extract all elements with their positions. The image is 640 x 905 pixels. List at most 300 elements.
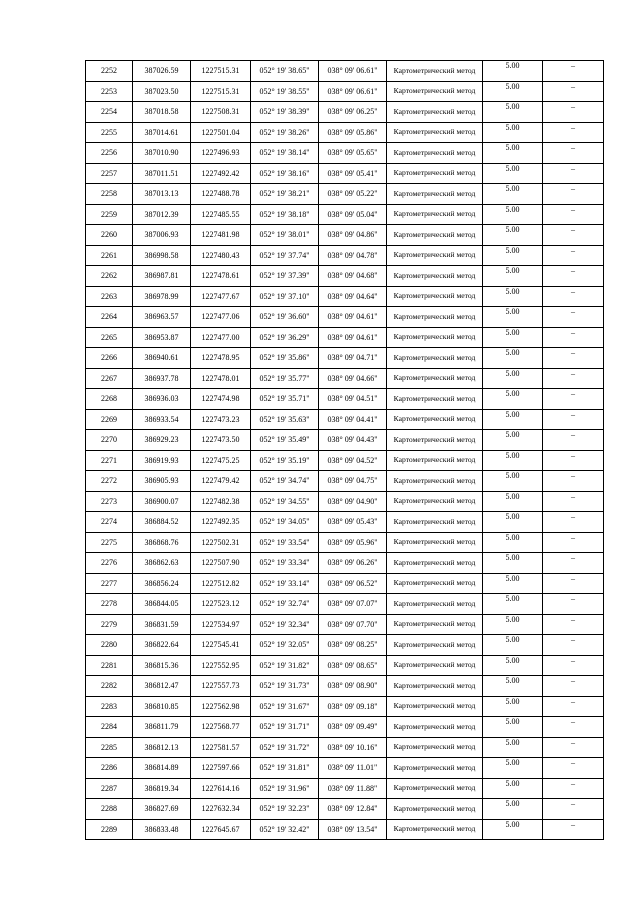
accuracy-cell: 5.00 <box>483 450 543 471</box>
y-coordinate-cell: 1227597.66 <box>191 758 251 779</box>
note-cell: – <box>543 799 604 820</box>
point-number-cell: 2283 <box>86 696 133 717</box>
x-coordinate-cell: 387012.39 <box>133 204 191 225</box>
note-cell: – <box>543 409 604 430</box>
table-row <box>86 532 604 553</box>
point-number-cell: 2268 <box>86 389 133 410</box>
table-row <box>86 286 604 307</box>
x-coordinate-cell: 386936.03 <box>133 389 191 410</box>
point-number-cell: 2277 <box>86 573 133 594</box>
method-cell: Картометрический метод <box>387 348 483 369</box>
y-coordinate-cell: 1227478.61 <box>191 266 251 287</box>
latitude-cell: 052° 19' 32.74" <box>251 594 319 615</box>
y-coordinate-cell: 1227480.43 <box>191 245 251 266</box>
x-coordinate-cell: 386929.23 <box>133 430 191 451</box>
accuracy-cell: 5.00 <box>483 122 543 143</box>
accuracy-cell: 5.00 <box>483 81 543 102</box>
note-cell: – <box>543 307 604 328</box>
accuracy-cell: 5.00 <box>483 409 543 430</box>
y-coordinate-cell: 1227534.97 <box>191 614 251 635</box>
x-coordinate-cell: 386856.24 <box>133 573 191 594</box>
note-cell: – <box>543 143 604 164</box>
latitude-cell: 052° 19' 38.18" <box>251 204 319 225</box>
y-coordinate-cell: 1227492.35 <box>191 512 251 533</box>
point-number-cell: 2271 <box>86 450 133 471</box>
method-cell: Картометрический метод <box>387 143 483 164</box>
table-row <box>86 676 604 697</box>
y-coordinate-cell: 1227515.31 <box>191 81 251 102</box>
y-coordinate-cell: 1227557.73 <box>191 676 251 697</box>
point-number-cell: 2281 <box>86 655 133 676</box>
accuracy-cell: 5.00 <box>483 471 543 492</box>
longitude-cell: 038° 09' 08.25" <box>319 635 387 656</box>
x-coordinate-cell: 386963.57 <box>133 307 191 328</box>
latitude-cell: 052° 19' 34.05" <box>251 512 319 533</box>
table-row <box>86 266 604 287</box>
latitude-cell: 052° 19' 35.49" <box>251 430 319 451</box>
coordinates-table <box>85 60 604 840</box>
x-coordinate-cell: 386900.07 <box>133 491 191 512</box>
latitude-cell: 052° 19' 33.54" <box>251 532 319 553</box>
table-row <box>86 778 604 799</box>
accuracy-cell: 5.00 <box>483 512 543 533</box>
longitude-cell: 038° 09' 12.84" <box>319 799 387 820</box>
longitude-cell: 038° 09' 10.16" <box>319 737 387 758</box>
note-cell: – <box>543 717 604 738</box>
latitude-cell: 052° 19' 32.34" <box>251 614 319 635</box>
table-row <box>86 81 604 102</box>
x-coordinate-cell: 386815.36 <box>133 655 191 676</box>
y-coordinate-cell: 1227545.41 <box>191 635 251 656</box>
accuracy-cell: 5.00 <box>483 430 543 451</box>
accuracy-cell: 5.00 <box>483 696 543 717</box>
y-coordinate-cell: 1227478.95 <box>191 348 251 369</box>
latitude-cell: 052° 19' 38.55" <box>251 81 319 102</box>
latitude-cell: 052° 19' 37.39" <box>251 266 319 287</box>
point-number-cell: 2254 <box>86 102 133 123</box>
latitude-cell: 052° 19' 38.39" <box>251 102 319 123</box>
table-row <box>86 122 604 143</box>
x-coordinate-cell: 386933.54 <box>133 409 191 430</box>
accuracy-cell: 5.00 <box>483 266 543 287</box>
note-cell: – <box>543 594 604 615</box>
accuracy-cell: 5.00 <box>483 553 543 574</box>
accuracy-cell: 5.00 <box>483 491 543 512</box>
table-row <box>86 819 604 840</box>
x-coordinate-cell: 386819.34 <box>133 778 191 799</box>
point-number-cell: 2280 <box>86 635 133 656</box>
latitude-cell: 052° 19' 35.63" <box>251 409 319 430</box>
table-row <box>86 327 604 348</box>
x-coordinate-cell: 386919.93 <box>133 450 191 471</box>
y-coordinate-cell: 1227502.31 <box>191 532 251 553</box>
note-cell: – <box>543 512 604 533</box>
point-number-cell: 2276 <box>86 553 133 574</box>
note-cell: – <box>543 635 604 656</box>
x-coordinate-cell: 386868.76 <box>133 532 191 553</box>
longitude-cell: 038° 09' 05.86" <box>319 122 387 143</box>
longitude-cell: 038° 09' 05.41" <box>319 163 387 184</box>
accuracy-cell: 5.00 <box>483 307 543 328</box>
table-row <box>86 389 604 410</box>
method-cell: Картометрический метод <box>387 758 483 779</box>
note-cell: – <box>543 327 604 348</box>
x-coordinate-cell: 386822.64 <box>133 635 191 656</box>
y-coordinate-cell: 1227581.57 <box>191 737 251 758</box>
y-coordinate-cell: 1227477.67 <box>191 286 251 307</box>
longitude-cell: 038° 09' 04.64" <box>319 286 387 307</box>
longitude-cell: 038° 09' 04.66" <box>319 368 387 389</box>
latitude-cell: 052° 19' 38.14" <box>251 143 319 164</box>
longitude-cell: 038° 09' 09.18" <box>319 696 387 717</box>
latitude-cell: 052° 19' 34.55" <box>251 491 319 512</box>
longitude-cell: 038° 09' 05.65" <box>319 143 387 164</box>
accuracy-cell: 5.00 <box>483 819 543 840</box>
latitude-cell: 052° 19' 32.23" <box>251 799 319 820</box>
longitude-cell: 038° 09' 04.90" <box>319 491 387 512</box>
method-cell: Картометрический метод <box>387 512 483 533</box>
accuracy-cell: 5.00 <box>483 286 543 307</box>
method-cell: Картометрический метод <box>387 122 483 143</box>
longitude-cell: 038° 09' 05.22" <box>319 184 387 205</box>
longitude-cell: 038° 09' 09.49" <box>319 717 387 738</box>
accuracy-cell: 5.00 <box>483 737 543 758</box>
note-cell: – <box>543 163 604 184</box>
point-number-cell: 2288 <box>86 799 133 820</box>
latitude-cell: 052° 19' 37.10" <box>251 286 319 307</box>
latitude-cell: 052° 19' 37.74" <box>251 245 319 266</box>
accuracy-cell: 5.00 <box>483 225 543 246</box>
point-number-cell: 2282 <box>86 676 133 697</box>
longitude-cell: 038° 09' 05.43" <box>319 512 387 533</box>
method-cell: Картометрический метод <box>387 81 483 102</box>
point-number-cell: 2264 <box>86 307 133 328</box>
x-coordinate-cell: 387018.58 <box>133 102 191 123</box>
accuracy-cell: 5.00 <box>483 717 543 738</box>
y-coordinate-cell: 1227512.82 <box>191 573 251 594</box>
x-coordinate-cell: 386987.81 <box>133 266 191 287</box>
x-coordinate-cell: 386833.48 <box>133 819 191 840</box>
method-cell: Картометрический метод <box>387 614 483 635</box>
note-cell: – <box>543 471 604 492</box>
method-cell: Картометрический метод <box>387 799 483 820</box>
table-row <box>86 696 604 717</box>
note-cell: – <box>543 122 604 143</box>
note-cell: – <box>543 450 604 471</box>
method-cell: Картометрический метод <box>387 819 483 840</box>
longitude-cell: 038° 09' 08.90" <box>319 676 387 697</box>
longitude-cell: 038° 09' 06.25" <box>319 102 387 123</box>
table-row <box>86 163 604 184</box>
y-coordinate-cell: 1227562.98 <box>191 696 251 717</box>
table-row <box>86 799 604 820</box>
method-cell: Картометрический метод <box>387 102 483 123</box>
latitude-cell: 052° 19' 31.67" <box>251 696 319 717</box>
note-cell: – <box>543 491 604 512</box>
latitude-cell: 052° 19' 35.77" <box>251 368 319 389</box>
method-cell: Картометрический метод <box>387 368 483 389</box>
table-row <box>86 225 604 246</box>
table-row <box>86 717 604 738</box>
longitude-cell: 038° 09' 11.88" <box>319 778 387 799</box>
y-coordinate-cell: 1227475.25 <box>191 450 251 471</box>
latitude-cell: 052° 19' 31.82" <box>251 655 319 676</box>
point-number-cell: 2284 <box>86 717 133 738</box>
note-cell: – <box>543 614 604 635</box>
longitude-cell: 038° 09' 04.43" <box>319 430 387 451</box>
method-cell: Картометрический метод <box>387 61 483 82</box>
longitude-cell: 038° 09' 04.52" <box>319 450 387 471</box>
table-row <box>86 512 604 533</box>
longitude-cell: 038° 09' 11.01" <box>319 758 387 779</box>
table-row <box>86 614 604 635</box>
note-cell: – <box>543 573 604 594</box>
latitude-cell: 052° 19' 38.26" <box>251 122 319 143</box>
latitude-cell: 052° 19' 35.86" <box>251 348 319 369</box>
point-number-cell: 2265 <box>86 327 133 348</box>
point-number-cell: 2273 <box>86 491 133 512</box>
point-number-cell: 2263 <box>86 286 133 307</box>
longitude-cell: 038° 09' 04.86" <box>319 225 387 246</box>
latitude-cell: 052° 19' 36.29" <box>251 327 319 348</box>
table-row <box>86 184 604 205</box>
note-cell: – <box>543 553 604 574</box>
latitude-cell: 052° 19' 31.73" <box>251 676 319 697</box>
point-number-cell: 2279 <box>86 614 133 635</box>
point-number-cell: 2269 <box>86 409 133 430</box>
method-cell: Картометрический метод <box>387 307 483 328</box>
longitude-cell: 038° 09' 04.71" <box>319 348 387 369</box>
latitude-cell: 052° 19' 35.71" <box>251 389 319 410</box>
y-coordinate-cell: 1227473.50 <box>191 430 251 451</box>
method-cell: Картометрический метод <box>387 286 483 307</box>
latitude-cell: 052° 19' 32.42" <box>251 819 319 840</box>
point-number-cell: 2256 <box>86 143 133 164</box>
point-number-cell: 2270 <box>86 430 133 451</box>
method-cell: Картометрический метод <box>387 655 483 676</box>
point-number-cell: 2266 <box>86 348 133 369</box>
accuracy-cell: 5.00 <box>483 327 543 348</box>
note-cell: – <box>543 389 604 410</box>
accuracy-cell: 5.00 <box>483 532 543 553</box>
table-row <box>86 737 604 758</box>
point-number-cell: 2262 <box>86 266 133 287</box>
longitude-cell: 038° 09' 05.04" <box>319 204 387 225</box>
note-cell: – <box>543 204 604 225</box>
method-cell: Картометрический метод <box>387 717 483 738</box>
latitude-cell: 052° 19' 35.19" <box>251 450 319 471</box>
method-cell: Картометрический метод <box>387 594 483 615</box>
point-number-cell: 2253 <box>86 81 133 102</box>
y-coordinate-cell: 1227492.42 <box>191 163 251 184</box>
accuracy-cell: 5.00 <box>483 389 543 410</box>
accuracy-cell: 5.00 <box>483 573 543 594</box>
note-cell: – <box>543 696 604 717</box>
x-coordinate-cell: 386937.78 <box>133 368 191 389</box>
y-coordinate-cell: 1227501.04 <box>191 122 251 143</box>
x-coordinate-cell: 386814.89 <box>133 758 191 779</box>
accuracy-cell: 5.00 <box>483 614 543 635</box>
x-coordinate-cell: 387006.93 <box>133 225 191 246</box>
table-row <box>86 102 604 123</box>
longitude-cell: 038° 09' 05.96" <box>319 532 387 553</box>
longitude-cell: 038° 09' 06.26" <box>319 553 387 574</box>
y-coordinate-cell: 1227482.38 <box>191 491 251 512</box>
y-coordinate-cell: 1227474.98 <box>191 389 251 410</box>
note-cell: – <box>543 676 604 697</box>
y-coordinate-cell: 1227485.55 <box>191 204 251 225</box>
table-row <box>86 307 604 328</box>
note-cell: – <box>543 266 604 287</box>
table-row <box>86 430 604 451</box>
x-coordinate-cell: 386844.05 <box>133 594 191 615</box>
longitude-cell: 038° 09' 04.61" <box>319 307 387 328</box>
longitude-cell: 038° 09' 04.78" <box>319 245 387 266</box>
longitude-cell: 038° 09' 08.65" <box>319 655 387 676</box>
accuracy-cell: 5.00 <box>483 204 543 225</box>
x-coordinate-cell: 386812.13 <box>133 737 191 758</box>
table-row <box>86 573 604 594</box>
accuracy-cell: 5.00 <box>483 143 543 164</box>
note-cell: – <box>543 81 604 102</box>
y-coordinate-cell: 1227568.77 <box>191 717 251 738</box>
method-cell: Картометрический метод <box>387 450 483 471</box>
y-coordinate-cell: 1227552.95 <box>191 655 251 676</box>
x-coordinate-cell: 386811.79 <box>133 717 191 738</box>
method-cell: Картометрический метод <box>387 327 483 348</box>
table-row <box>86 204 604 225</box>
note-cell: – <box>543 348 604 369</box>
x-coordinate-cell: 387014.61 <box>133 122 191 143</box>
table-row <box>86 655 604 676</box>
x-coordinate-cell: 386810.85 <box>133 696 191 717</box>
x-coordinate-cell: 386812.47 <box>133 676 191 697</box>
note-cell: – <box>543 286 604 307</box>
method-cell: Картометрический метод <box>387 696 483 717</box>
y-coordinate-cell: 1227632.34 <box>191 799 251 820</box>
y-coordinate-cell: 1227473.23 <box>191 409 251 430</box>
latitude-cell: 052° 19' 33.34" <box>251 553 319 574</box>
x-coordinate-cell: 386978.99 <box>133 286 191 307</box>
table-row <box>86 348 604 369</box>
point-number-cell: 2272 <box>86 471 133 492</box>
note-cell: – <box>543 737 604 758</box>
x-coordinate-cell: 387010.90 <box>133 143 191 164</box>
point-number-cell: 2259 <box>86 204 133 225</box>
method-cell: Картометрический метод <box>387 553 483 574</box>
point-number-cell: 2261 <box>86 245 133 266</box>
y-coordinate-cell: 1227508.31 <box>191 102 251 123</box>
method-cell: Картометрический метод <box>387 430 483 451</box>
note-cell: – <box>543 655 604 676</box>
point-number-cell: 2260 <box>86 225 133 246</box>
method-cell: Картометрический метод <box>387 635 483 656</box>
coordinates-table-body <box>86 61 604 840</box>
point-number-cell: 2285 <box>86 737 133 758</box>
method-cell: Картометрический метод <box>387 532 483 553</box>
latitude-cell: 052° 19' 31.81" <box>251 758 319 779</box>
y-coordinate-cell: 1227523.12 <box>191 594 251 615</box>
longitude-cell: 038° 09' 07.70" <box>319 614 387 635</box>
x-coordinate-cell: 386953.87 <box>133 327 191 348</box>
method-cell: Картометрический метод <box>387 573 483 594</box>
y-coordinate-cell: 1227507.90 <box>191 553 251 574</box>
y-coordinate-cell: 1227477.06 <box>191 307 251 328</box>
accuracy-cell: 5.00 <box>483 635 543 656</box>
latitude-cell: 052° 19' 33.14" <box>251 573 319 594</box>
x-coordinate-cell: 386884.52 <box>133 512 191 533</box>
note-cell: – <box>543 225 604 246</box>
accuracy-cell: 5.00 <box>483 655 543 676</box>
table-row <box>86 635 604 656</box>
note-cell: – <box>543 245 604 266</box>
table-row <box>86 143 604 164</box>
longitude-cell: 038° 09' 06.61" <box>319 61 387 82</box>
point-number-cell: 2274 <box>86 512 133 533</box>
longitude-cell: 038° 09' 13.54" <box>319 819 387 840</box>
accuracy-cell: 5.00 <box>483 368 543 389</box>
y-coordinate-cell: 1227477.00 <box>191 327 251 348</box>
method-cell: Картометрический метод <box>387 676 483 697</box>
method-cell: Картометрический метод <box>387 471 483 492</box>
point-number-cell: 2255 <box>86 122 133 143</box>
table-row <box>86 594 604 615</box>
latitude-cell: 052° 19' 38.16" <box>251 163 319 184</box>
latitude-cell: 052° 19' 36.60" <box>251 307 319 328</box>
accuracy-cell: 5.00 <box>483 594 543 615</box>
x-coordinate-cell: 386940.61 <box>133 348 191 369</box>
accuracy-cell: 5.00 <box>483 245 543 266</box>
longitude-cell: 038° 09' 04.68" <box>319 266 387 287</box>
table-row <box>86 61 604 82</box>
longitude-cell: 038° 09' 04.41" <box>319 409 387 430</box>
method-cell: Картометрический метод <box>387 225 483 246</box>
method-cell: Картометрический метод <box>387 204 483 225</box>
point-number-cell: 2257 <box>86 163 133 184</box>
method-cell: Картометрический метод <box>387 491 483 512</box>
note-cell: – <box>543 758 604 779</box>
note-cell: – <box>543 102 604 123</box>
table-row <box>86 758 604 779</box>
accuracy-cell: 5.00 <box>483 102 543 123</box>
x-coordinate-cell: 387023.50 <box>133 81 191 102</box>
latitude-cell: 052° 19' 32.05" <box>251 635 319 656</box>
y-coordinate-cell: 1227481.98 <box>191 225 251 246</box>
note-cell: – <box>543 61 604 82</box>
point-number-cell: 2252 <box>86 61 133 82</box>
point-number-cell: 2287 <box>86 778 133 799</box>
point-number-cell: 2275 <box>86 532 133 553</box>
x-coordinate-cell: 387026.59 <box>133 61 191 82</box>
accuracy-cell: 5.00 <box>483 676 543 697</box>
y-coordinate-cell: 1227496.93 <box>191 143 251 164</box>
y-coordinate-cell: 1227488.78 <box>191 184 251 205</box>
note-cell: – <box>543 430 604 451</box>
y-coordinate-cell: 1227614.16 <box>191 778 251 799</box>
method-cell: Картометрический метод <box>387 163 483 184</box>
point-number-cell: 2258 <box>86 184 133 205</box>
latitude-cell: 052° 19' 38.21" <box>251 184 319 205</box>
latitude-cell: 052° 19' 31.71" <box>251 717 319 738</box>
accuracy-cell: 5.00 <box>483 778 543 799</box>
note-cell: – <box>543 368 604 389</box>
latitude-cell: 052° 19' 31.72" <box>251 737 319 758</box>
x-coordinate-cell: 386905.93 <box>133 471 191 492</box>
table-row <box>86 491 604 512</box>
method-cell: Картометрический метод <box>387 409 483 430</box>
method-cell: Картометрический метод <box>387 245 483 266</box>
latitude-cell: 052° 19' 38.65" <box>251 61 319 82</box>
